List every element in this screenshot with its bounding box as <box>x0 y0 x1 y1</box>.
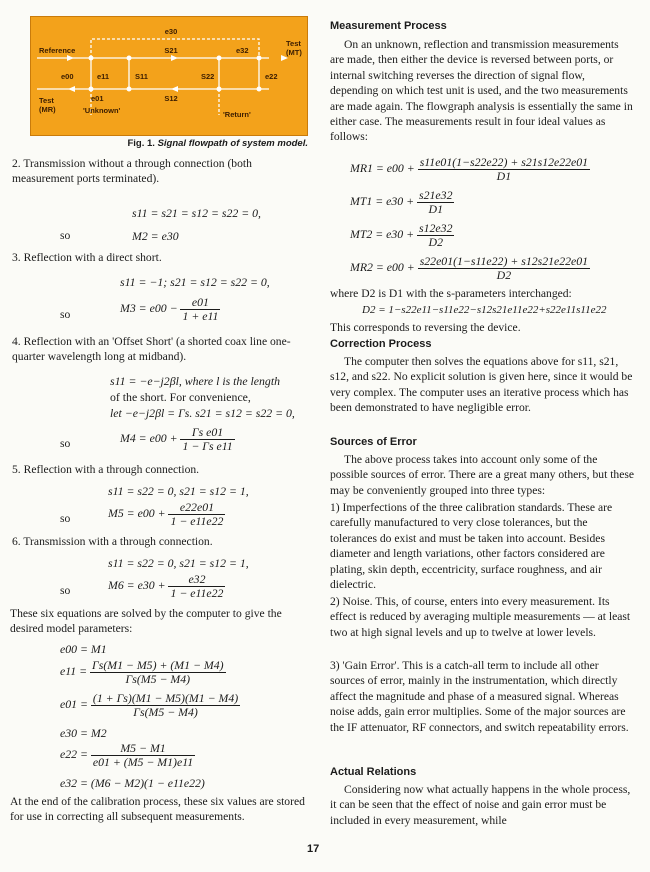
sol-e11-num: Γs(M1 − M5) + (M1 − M4) <box>92 658 224 672</box>
flowgraph-diagram <box>31 17 307 135</box>
so-label: so <box>60 229 71 242</box>
heading-sources-of-error: Sources of Error <box>330 436 417 448</box>
eq3a: s11 = −1; s21 = s12 = s22 = 0, <box>120 275 270 289</box>
para-actual: Considering now what actually happens in the whole process, it can be seen that the effect of noise and gain error must be included in every measurement, while <box>330 783 631 827</box>
heading-actual-relations: Actual Relations <box>330 766 417 778</box>
mt2-lhs: MT2 = e30 + <box>350 227 415 242</box>
eq2a: s11 = s21 = s12 = s22 = 0, <box>132 206 261 220</box>
label-e00: e00 <box>61 72 74 81</box>
label-e11: e11 <box>97 72 110 81</box>
label-reference: Reference <box>39 46 76 55</box>
para-corresponds: This corresponds to reversing the device. <box>330 321 521 334</box>
sol-e22-lhs: e22 = <box>60 747 88 762</box>
eq4c: let −e−j2βl = Γs. s21 = s12 = s22 = 0, <box>110 406 295 420</box>
heading-correction-process: Correction Process <box>330 338 432 350</box>
mt2-num: s12e32 <box>419 221 453 235</box>
para-measurement: On an unknown, reflection and transmission measurements are made, then either the device is reversed between ports, or internal switching reverses the direction of signal flow, depending on which test unit is used, and the two measurements are made again. The flowgraph analysis is essentially the same in either case. The measurements result in four ideal values as follows: <box>330 38 633 144</box>
eq2b: M2 = e30 <box>132 229 179 243</box>
sol-e22 <box>60 742 195 769</box>
para-error-intro: The above process takes into account only some of the possible sources of error. There are a great many others, but these may be conveniently grouped into three types: <box>330 453 635 497</box>
figure-caption <box>30 138 308 149</box>
eq6b <box>108 573 225 600</box>
eq5b-num: e22e01 <box>168 501 225 515</box>
item-3: 3. Reflection with a direct short. <box>12 251 162 264</box>
mt1-num: s21e32 <box>419 188 453 202</box>
para-correction: The computer then solves the equations above for s11, s21, s12, and s22. No explicit solution is given here, since it would be very complex. The computer uses an iterative process which has been demonstrated to have negligible error. <box>330 355 633 415</box>
sol-e22-den: e01 + (M5 − M1)e11 <box>92 755 194 769</box>
page-number: 17 <box>307 843 320 855</box>
mr2-lhs: MR2 = e00 + <box>350 260 415 275</box>
eq5a: s11 = s22 = 0, s21 = s12 = 1, <box>108 484 249 498</box>
sol-e30: e30 = M2 <box>60 726 107 740</box>
eq3b-den: 1 + e11 <box>182 309 219 323</box>
caption-label: Fig. 1. <box>127 138 155 149</box>
eq4d-den: 1 − Γs e11 <box>182 439 233 453</box>
eq5b <box>108 501 225 528</box>
eq6a: s11 = s22 = 0, s21 = s12 = 1, <box>108 556 249 570</box>
eq6b-num: e32 <box>168 573 225 587</box>
para-six-equations: These six equations are solved by the computer to give the desired model parameters: <box>10 607 282 636</box>
eq3b-lhs: M3 = e00 − <box>120 301 178 316</box>
eq-mr1 <box>350 156 590 183</box>
label-mt: (MT) <box>286 48 302 57</box>
label-return: 'Return' <box>223 110 251 119</box>
eq4b: of the short. For convenience, <box>110 390 251 404</box>
caption-text: Signal flowpath of system model. <box>157 138 308 149</box>
sol-e22-num: M5 − M1 <box>91 742 195 756</box>
para-error-standards: 1) Imperfections of the three calibration standards. These are carefully manufactured to very close tolerances, but the tolerances do exist and must be taken into account. Besides diameter and length variations, other factors considered are plating, skin depth, eccentricity, surface roughness, and air dielectric. <box>330 501 613 592</box>
eq-d2: D2 = 1−s22e11−s11e22−s12s21e11e22+s22e11s11e22 <box>362 304 607 316</box>
mr2-num: s22e01(1−s11e22) + s12s21e22e01 <box>419 254 589 268</box>
label-e01: e01 <box>91 94 104 103</box>
sol-e32: e32 = (M6 − M2)(1 − e11e22) <box>60 776 205 790</box>
signal-flowpath-figure <box>30 16 308 136</box>
sol-e01 <box>60 692 240 719</box>
eq4d <box>120 426 235 453</box>
label-mr: (MR) <box>39 105 56 114</box>
eq5b-lhs: M5 = e00 + <box>108 506 166 521</box>
para-error-gain: 3) 'Gain Error'. This is a catch-all term to include all other sources of error, mainly in the instrumentation, which directly affect the magnitude and phase of a measured signal. Whereas noise adds, gain error multiplies. Some of the major sources are the IF attenuator, RF connectors, and switch repeatability errors. <box>330 659 629 734</box>
mr1-den: D1 <box>496 169 512 183</box>
sol-e00: e00 = M1 <box>60 642 107 656</box>
sol-e11 <box>60 659 226 686</box>
para-where-d2: where D2 is D1 with the s-parameters interchanged: <box>330 287 572 300</box>
so-label: so <box>60 584 71 597</box>
eq6b-den: 1 − e11e22 <box>170 586 224 600</box>
eq4d-lhs: M4 = e00 + <box>120 431 178 446</box>
sol-e01-den: Γs(M5 − M4) <box>133 705 198 719</box>
sol-e01-lhs: e01 = <box>60 697 88 712</box>
eq6b-lhs: M6 = e30 + <box>108 578 166 593</box>
label-test-mt: Test <box>286 39 301 48</box>
eq4d-num: Γs e01 <box>180 426 234 440</box>
label-e32: e32 <box>236 46 249 55</box>
eq3b-num: e01 <box>180 296 220 310</box>
para-error-noise: 2) Noise. This, of course, enters into every measurement. Its effect is reduced by averaging multiple measurements — at least two at high signal levels and up to twelve at lower levels. <box>330 595 631 639</box>
item-5: 5. Reflection with a through connection. <box>12 463 200 476</box>
label-s21: S21 <box>164 46 178 55</box>
mr1-lhs: MR1 = e00 + <box>350 161 415 176</box>
so-label: so <box>60 437 71 450</box>
eq3b <box>120 296 220 323</box>
label-e30: e30 <box>164 27 178 36</box>
mr1-num: s11e01(1−s22e22) + s21s12e22e01 <box>419 155 589 169</box>
so-label: so <box>60 308 71 321</box>
eq-mt1 <box>350 189 454 216</box>
label-e22: e22 <box>265 72 278 81</box>
heading-measurement-process: Measurement Process <box>330 20 447 32</box>
label-s22: S22 <box>201 72 215 81</box>
so-label: so <box>60 512 71 525</box>
item-6: 6. Transmission with a through connection. <box>12 535 213 548</box>
mt1-lhs: MT1 = e30 + <box>350 194 415 209</box>
eq4a: s11 = −e−j2βl, where l is the length <box>110 374 280 388</box>
label-s11: S11 <box>135 72 148 81</box>
label-unknown: 'Unknown' <box>83 106 121 115</box>
sol-e01-num: (1 + Γs)(M1 − M5)(M1 − M4) <box>92 691 239 705</box>
mt2-den: D2 <box>428 235 443 249</box>
eq-mt2 <box>350 222 454 249</box>
mt1-den: D1 <box>428 202 443 216</box>
sol-e11-den: Γs(M5 − M4) <box>125 672 191 686</box>
sol-e11-lhs: e11 = <box>60 664 88 679</box>
eq5b-den: 1 − e11e22 <box>170 514 224 528</box>
label-test-mr: Test <box>39 96 54 105</box>
para-end-calibration: At the end of the calibration process, these six values are stored for use in correcting all subsequent measurements. <box>10 795 305 824</box>
eq-mr2 <box>350 255 590 282</box>
item-4: 4. Reflection with an 'Offset Short' (a shorted coax line one-quarter wavelength long at midband). <box>12 335 291 364</box>
item-2: 2. Transmission without a through connection (both measurement ports terminated). <box>12 157 252 186</box>
mr2-den: D2 <box>496 268 512 282</box>
label-s12: S12 <box>164 94 178 103</box>
